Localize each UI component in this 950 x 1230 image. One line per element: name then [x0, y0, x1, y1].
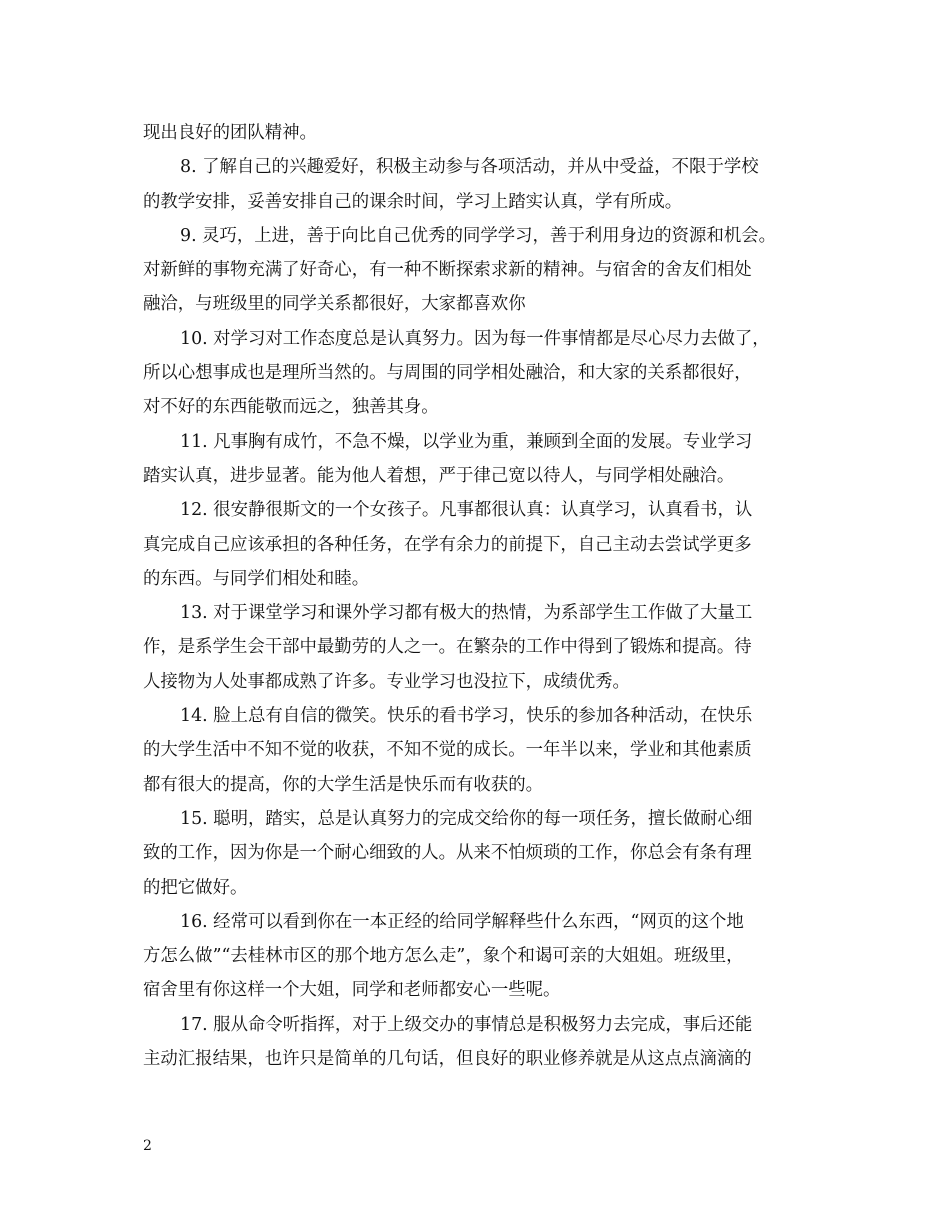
list-item-8-line: 8. 了解自己的兴趣爱好，积极主动参与各项活动，并从中受益，不限于学校: [180, 157, 759, 178]
text-line: 致的工作，因为你是一个耐心细致的人。从来不怕烦琐的工作，你总会有条有理: [143, 843, 752, 864]
text-line: 所以心想事成也是理所当然的。与周围的同学相处融洽，和大家的关系都很好，: [143, 363, 752, 384]
list-item-16-line: 16. 经常可以看到你在一本正经的给同学解释些什么东西，“网页的这个地: [180, 911, 744, 932]
list-item-14-line: 14. 脸上总有自信的微笑。快乐的看书学习，快乐的参加各种活动，在快乐: [180, 706, 753, 727]
page-number: 2: [143, 1138, 152, 1154]
text-line: 人接物为人处事都成熟了许多。专业学习也没拉下，成绩优秀。: [143, 671, 630, 692]
text-line: 的大学生活中不知不觉的收获，不知不觉的成长。一年半以来，学业和其他素质: [143, 740, 752, 761]
text-line: 的教学安排，妥善安排自己的课余时间，学习上踏实认真，学有所成。: [143, 191, 683, 212]
text-line: 对不好的东西能敬而远之，独善其身。: [143, 397, 439, 418]
text-line: 主动汇报结果，也许只是简单的几句话，但良好的职业修养就是从这点点滴滴的: [143, 1049, 752, 1070]
text-line: 对新鲜的事物充满了好奇心，有一种不断探索求新的精神。与宿舍的舍友们相处: [143, 260, 752, 281]
list-item-15-line: 15. 聪明，踏实，总是认真努力的完成交给你的每一项任务，擅长做耐心细: [180, 808, 753, 829]
text-line: 作，是系学生会干部中最勤劳的人之一。在繁杂的工作中得到了锻炼和提高。待: [143, 637, 752, 658]
list-item-9-line: 9. 灵巧，上进，善于向比自己优秀的同学学习，善于利用身边的资源和机会。: [180, 225, 777, 246]
text-line: 真完成自己应该承担的各种任务，在学有余力的前提下，自己主动去尝试学更多: [143, 534, 752, 555]
text-line: 宿舍里有你这样一个大姐，同学和老师都安心一些呢。: [143, 980, 561, 1001]
text-line: 方怎么做”“去桂林市区的那个地方怎么走”，象个和谒可亲的大姐姐。班级里，: [143, 946, 744, 967]
list-item-17-line: 17. 服从命令听指挥，对于上级交办的事情总是积极努力去完成，事后还能: [180, 1014, 753, 1035]
text-line: 现出良好的团队精神。: [143, 123, 317, 143]
page-body: [143, 116, 813, 1076]
list-item-11-line: 11. 凡事胸有成竹，不急不燥，以学业为重，兼顾到全面的发展。专业学习: [180, 431, 753, 452]
text-line: 的东西。与同学们相处和睦。: [143, 568, 370, 589]
list-item-13-line: 13. 对于课堂学习和课外学习都有极大的热情，为系部学生工作做了大量工: [180, 603, 753, 624]
text-line: 都有很大的提高，你的大学生活是快乐而有收获的。: [143, 774, 543, 795]
list-item-12-line: 12. 很安静很斯文的一个女孩子。凡事都很认真：认真学习，认真看书，认: [180, 500, 753, 521]
text-line: 融洽，与班级里的同学关系都很好，大家都喜欢你: [143, 294, 526, 315]
text-line: 的把它做好。: [143, 877, 248, 898]
list-item-10-line: 10. 对学习对工作态度总是认真努力。因为每一件事情都是尽心尽力去做了，: [180, 328, 770, 349]
text-line: 踏实认真，进步显著。能为他人着想，严于律己宽以待人，与同学相处融洽。: [143, 465, 735, 486]
